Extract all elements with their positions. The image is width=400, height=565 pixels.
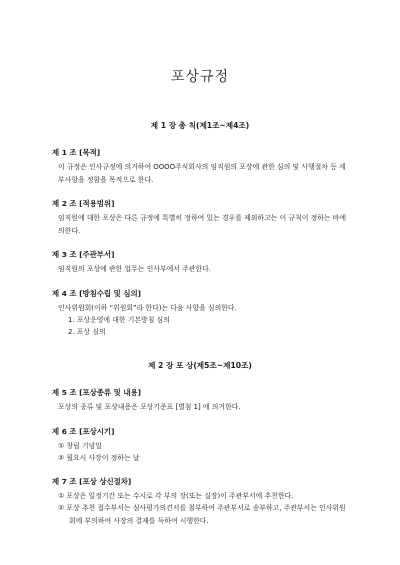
article-body: 포상의 종류 및 포상내용은 포상기준표 [별첨 1] 에 의거한다. — [58, 403, 241, 411]
article-4 — [52, 288, 348, 339]
list-item: ② 포상 추천 접수부서는 심사평가의견서를 첨부하여 주관부서로 송부하고, 주관부서는 인사위원회에 부의하여 사장의 결재를 득하여 시행한다. — [58, 504, 346, 525]
article-5 — [52, 387, 348, 414]
article-2 — [52, 198, 348, 237]
list-item: 1. 포상운영에 대한 기본방침 심의 — [68, 316, 170, 324]
article-body: 이 규정은 인사규정에 의거하여 OOOO주식회사의 임직원의 포상에 관한 심의 및 사행절차 등 세부사항을 정함을 목적으로 한다. — [58, 163, 346, 184]
chapter-heading-2: 제 2 장 포 상(제5조~제10조) — [148, 361, 252, 370]
article-6 — [52, 426, 348, 464]
article-heading: 제 5 조 [포상종류 및 내용] — [52, 388, 142, 397]
article-body: 임직원의 포상에 관한 업무는 인사부에서 주관한다. — [58, 265, 211, 273]
article-heading: 제 6 조 [포상시기] — [52, 426, 115, 436]
article-heading: 제 3 조 [주관부서] — [52, 250, 115, 259]
list-item: ② 필요시 사장이 정하는 날 — [58, 453, 140, 462]
list-item: 2. 포상 심의 — [68, 328, 106, 336]
article-body: 인사위원회(이하 “위원회”라 한다)는 다음 사항을 심의한다. — [58, 303, 237, 312]
article-7 — [52, 476, 348, 528]
article-body: 임직원에 대한 포상은 다른 규정에 특별히 정하여 있는 경우를 제외하고는 이 규칙이 정하는 바에 의한다. — [58, 214, 347, 235]
article-heading: 제 7 조 [포상 상신절차] — [52, 476, 132, 486]
list-item: ① 창립 기념일 — [58, 441, 102, 450]
chapter-heading-1: 제 1 장 총 칙(제1조~제4조) — [150, 121, 250, 130]
article-heading: 제 4 조 [방침수립 및 심의] — [52, 288, 142, 298]
list-item: ① 포상은 일정기간 또는 수시로 각 부의 장(또는 실장)이 주관부서에 추천한다. — [58, 491, 294, 500]
article-1 — [52, 147, 348, 186]
article-heading: 제 2 조 [적용범위] — [52, 199, 115, 208]
article-3 — [52, 249, 348, 276]
article-heading: 제 1 조 [목적] — [52, 148, 101, 157]
document-title: 포상규정 — [170, 69, 230, 85]
